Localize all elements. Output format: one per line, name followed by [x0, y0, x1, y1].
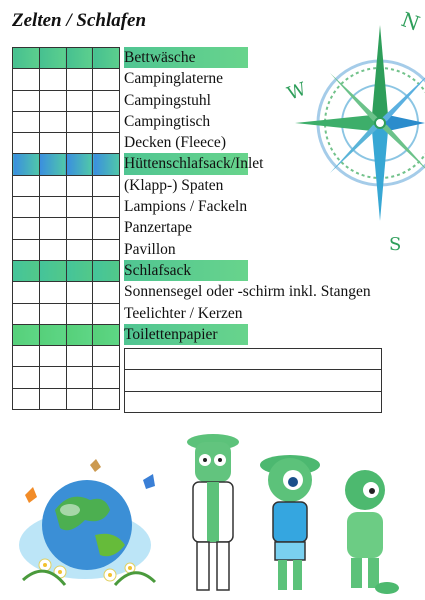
checkbox-row	[13, 133, 120, 154]
checkbox-cell[interactable]	[66, 324, 93, 345]
checkbox-row	[13, 239, 120, 260]
checkbox-cell[interactable]	[13, 388, 40, 409]
checkbox-cell[interactable]	[13, 90, 40, 111]
checkbox-cell[interactable]	[66, 260, 93, 281]
checkbox-row	[13, 197, 120, 218]
checkbox-cell[interactable]	[39, 197, 66, 218]
checkbox-cell[interactable]	[66, 48, 93, 69]
blank-write-line[interactable]	[124, 369, 382, 390]
checkbox-cell[interactable]	[39, 282, 66, 303]
checkbox-row	[13, 346, 120, 367]
blank-write-line[interactable]	[124, 348, 382, 369]
checkbox-row	[13, 154, 120, 175]
checkbox-cell[interactable]	[39, 218, 66, 239]
checkbox-cell[interactable]	[93, 303, 120, 324]
checkbox-cell[interactable]	[13, 133, 40, 154]
checkbox-cell[interactable]	[39, 48, 66, 69]
item-label-text: Decken (Fleece)	[124, 134, 226, 152]
checkbox-cell[interactable]	[66, 346, 93, 367]
item-label-text: Teelichter / Kerzen	[124, 304, 243, 322]
checkbox-row	[13, 260, 120, 281]
checkbox-cell[interactable]	[66, 388, 93, 409]
checkbox-cell[interactable]	[39, 239, 66, 260]
checkbox-cell[interactable]	[93, 133, 120, 154]
checkbox-row	[13, 69, 120, 90]
checkbox-cell[interactable]	[39, 367, 66, 388]
characters-illustration	[175, 430, 405, 600]
checkbox-cell[interactable]	[93, 197, 120, 218]
checkbox-cell[interactable]	[93, 260, 120, 281]
compass-south-letter: S	[389, 234, 402, 255]
checkbox-cell[interactable]	[39, 324, 66, 345]
checkbox-cell[interactable]	[93, 367, 120, 388]
item-label-text: Pavillon	[124, 240, 176, 258]
checkbox-cell[interactable]	[13, 346, 40, 367]
item-label-text: Schlafsack	[124, 260, 248, 281]
checkbox-cell[interactable]	[13, 282, 40, 303]
item-label-text: Lampions / Fackeln	[124, 198, 248, 216]
item-label-text: Panzertape	[124, 219, 192, 237]
checkbox-cell[interactable]	[39, 90, 66, 111]
checkbox-row	[13, 90, 120, 111]
checkbox-cell[interactable]	[93, 175, 120, 196]
checkbox-row	[13, 48, 120, 69]
compass-north-letter: N	[398, 7, 423, 36]
checkbox-cell[interactable]	[13, 154, 40, 175]
checkbox-row	[13, 282, 120, 303]
checkbox-cell[interactable]	[39, 388, 66, 409]
checkbox-cell[interactable]	[66, 90, 93, 111]
checkbox-row	[13, 303, 120, 324]
item-label-text: Toilettenpapier	[124, 324, 248, 345]
checkbox-cell[interactable]	[13, 69, 40, 90]
checkbox-row	[13, 367, 120, 388]
checkbox-cell[interactable]	[39, 260, 66, 281]
item-label-text: Sonnensegel oder -schirm inkl. Stangen	[124, 283, 371, 301]
checkbox-cell[interactable]	[39, 346, 66, 367]
checkbox-cell[interactable]	[93, 324, 120, 345]
compass-west-letter: W	[285, 78, 310, 105]
checkbox-cell[interactable]	[93, 218, 120, 239]
checkbox-cell[interactable]	[13, 303, 40, 324]
checkbox-cell[interactable]	[93, 111, 120, 132]
checkbox-cell[interactable]	[39, 303, 66, 324]
checkbox-cell[interactable]	[39, 69, 66, 90]
item-label	[124, 303, 371, 324]
checkbox-cell[interactable]	[93, 239, 120, 260]
checkbox-cell[interactable]	[13, 48, 40, 69]
checkbox-row	[13, 111, 120, 132]
checkbox-cell[interactable]	[66, 218, 93, 239]
checkbox-cell[interactable]	[13, 367, 40, 388]
checkbox-row	[13, 388, 120, 409]
checkbox-cell[interactable]	[39, 175, 66, 196]
checkbox-cell[interactable]	[93, 346, 120, 367]
compass-illustration	[285, 5, 425, 255]
checkbox-cell[interactable]	[66, 282, 93, 303]
item-label	[124, 260, 371, 281]
checkbox-row	[13, 324, 120, 345]
checkbox-cell[interactable]	[93, 48, 120, 69]
checkbox-cell[interactable]	[13, 175, 40, 196]
item-label-text: Campinglaterne	[124, 70, 223, 88]
item-label-text: Campingstuhl	[124, 91, 211, 109]
page-title: Zelten / Schlafen	[12, 10, 147, 31]
checkbox-cell[interactable]	[93, 69, 120, 90]
checkbox-cell[interactable]	[66, 197, 93, 218]
checkbox-cell[interactable]	[39, 133, 66, 154]
item-label	[124, 281, 371, 302]
checkbox-cell[interactable]	[13, 324, 40, 345]
checkbox-cell[interactable]	[93, 154, 120, 175]
checkbox-cell[interactable]	[93, 90, 120, 111]
checkbox-cell[interactable]	[13, 239, 40, 260]
checkbox-cell[interactable]	[66, 133, 93, 154]
checkbox-cell[interactable]	[66, 69, 93, 90]
checkbox-cell[interactable]	[66, 154, 93, 175]
checkbox-cell[interactable]	[39, 154, 66, 175]
checkbox-cell[interactable]	[39, 111, 66, 132]
checkbox-row	[13, 175, 120, 196]
item-label-text: Hüttenschlafsack/Inlet	[124, 153, 248, 174]
checkbox-grid	[12, 47, 120, 410]
item-label-text: Campingtisch	[124, 112, 211, 130]
checkbox-cell[interactable]	[93, 282, 120, 303]
item-label-text: (Klapp-) Spaten	[124, 176, 224, 194]
item-label-text: Bettwäsche	[124, 47, 248, 68]
checkbox-cell[interactable]	[13, 197, 40, 218]
blank-write-lines	[124, 348, 382, 413]
checkbox-cell[interactable]	[66, 111, 93, 132]
checkbox-cell[interactable]	[66, 239, 93, 260]
checkbox-cell[interactable]	[13, 111, 40, 132]
item-label	[124, 324, 371, 345]
checkbox-cell[interactable]	[66, 175, 93, 196]
earth-illustration	[15, 450, 165, 590]
checkbox-cell[interactable]	[93, 388, 120, 409]
checkbox-cell[interactable]	[66, 303, 93, 324]
checkbox-cell[interactable]	[13, 260, 40, 281]
checkbox-cell[interactable]	[13, 218, 40, 239]
checkbox-cell[interactable]	[66, 367, 93, 388]
checkbox-row	[13, 218, 120, 239]
blank-write-line[interactable]	[124, 391, 382, 413]
